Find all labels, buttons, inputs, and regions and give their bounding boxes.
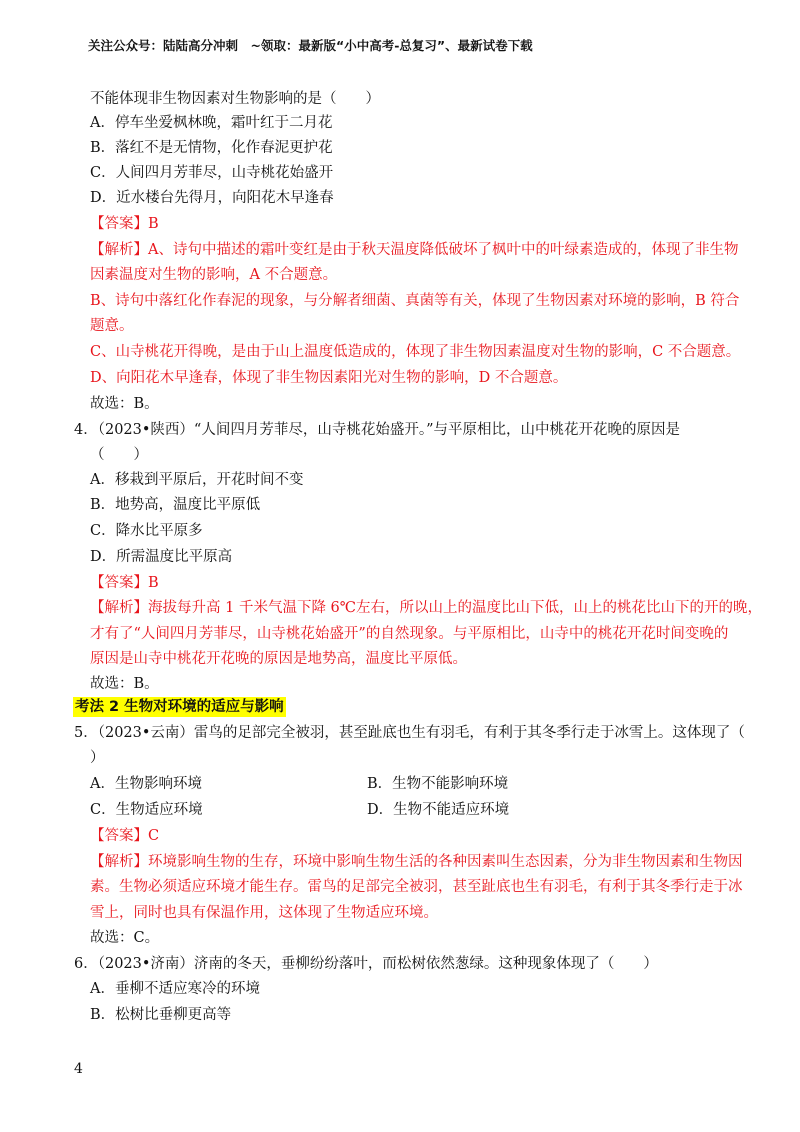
q4-stem-paren: （ ） xyxy=(90,447,148,463)
q3-option-d: D．近水楼台先得月，向阳花木早逢春 xyxy=(90,190,334,206)
q3-option-a: A．停车坐爱枫林晚，霜叶红于二月花 xyxy=(90,115,333,131)
q5-analysis-line: 雪上，同时也具有保温作用，这体现了生物适应环境。 xyxy=(90,905,438,921)
q5-option-b: B．生物不能影响环境 xyxy=(367,776,509,792)
q3-answer: 【答案】B xyxy=(90,216,159,232)
section-heading: 考法 2 生物对环境的适应与影响 xyxy=(75,699,284,715)
q4-option-b: B．地势高，温度比平原低 xyxy=(90,497,261,513)
q6-option-a: A．垂柳不适应寒冷的环境 xyxy=(90,981,260,997)
q4-option-a: A．移栽到平原后，开花时间不变 xyxy=(90,472,304,488)
page-header: 关注公众号：陆陆高分冲刺 ~领取：最新版“小中高考-总复习”、最新试卷下载 xyxy=(88,38,533,53)
q4-analysis-line: 才有了“人间四月芳菲尽，山寺桃花始盛开”的自然现象。与平原相比，山寺中的桃花开花时间变晚的 xyxy=(90,626,729,642)
q4-analysis-line: 【解析】海拔每升高 1 千米气温下降 6℃左右，所以山上的温度比山下低，山上的桃花比山下的开的晚， xyxy=(90,600,762,616)
q5-option-d: D．生物不能适应环境 xyxy=(367,802,510,818)
page-number: 4 xyxy=(74,1061,83,1077)
q4-stem: 4．（2023•陕西）“人间四月芳菲尽，山寺桃花始盛开。”与平原相比，山中桃花开花晚的原因是 xyxy=(74,422,681,438)
q3-analysis-line: 因素温度对生物的影响，A 不合题意。 xyxy=(90,267,338,283)
q4-option-d: D．所需温度比平原高 xyxy=(90,549,233,565)
q6-option-b: B．松树比垂柳更高等 xyxy=(90,1007,232,1023)
q3-stem: 不能体现非生物因素对生物影响的是（ ） xyxy=(90,91,380,107)
q3-analysis-line: 题意。 xyxy=(90,318,134,334)
q5-option-c: C．生物适应环境 xyxy=(90,802,203,818)
q3-option-c: C．人间四月芳菲尽，山寺桃花始盛开 xyxy=(90,165,334,181)
q5-analysis-line: 素。生物必须适应环境才能生存。雷鸟的足部完全被羽，甚至趾底也生有羽毛，有利于其冬季行走于冰 xyxy=(90,879,743,895)
q3-analysis-line: C、山寺桃花开得晚，是由于山上温度低造成的，体现了非生物因素温度对生物的影响，C 不合题意。 xyxy=(90,344,741,360)
q4-choice: 故选：B。 xyxy=(90,676,159,692)
q5-answer: 【答案】C xyxy=(90,828,160,844)
q4-answer: 【答案】B xyxy=(90,575,159,591)
q3-choice: 故选：B。 xyxy=(90,396,159,412)
q5-option-a: A．生物影响环境 xyxy=(90,776,202,792)
q4-option-c: C．降水比平原多 xyxy=(90,523,203,539)
q4-analysis-line: 原因是山寺中桃花开花晚的原因是地势高，温度比平原低。 xyxy=(90,651,467,667)
q3-analysis-line: B、诗句中落红化作春泥的现象，与分解者细菌、真菌等有关，体现了生物因素对环境的影响，B 符合 xyxy=(90,293,740,309)
q6-stem: 6．（2023•济南）济南的冬天，垂柳纷纷落叶，而松树依然葱绿。这种现象体现了（ ） xyxy=(74,956,658,972)
q5-analysis-line: 【解析】环境影响生物的生存，环境中影响生物生活的各种因素叫生态因素，分为非生物因素和生物因 xyxy=(90,854,743,870)
q3-analysis-line: 【解析】A、诗句中描述的霜叶变红是由于秋天温度降低破坏了枫叶中的叶绿素造成的，体现了非生物 xyxy=(90,242,739,258)
q5-choice: 故选：C。 xyxy=(90,930,160,946)
q3-option-b: B．落红不是无情物，化作春泥更护花 xyxy=(90,140,333,156)
q5-stem-paren: ） xyxy=(90,750,105,766)
q3-analysis-line: D、向阳花木早逢春，体现了非生物因素阳光对生物的影响，D 不合题意。 xyxy=(90,370,568,386)
q5-stem: 5．（2023•云南）雷鸟的足部完全被羽，甚至趾底也生有羽毛，有利于其冬季行走于冰雪上。这体现了（ xyxy=(74,725,745,741)
